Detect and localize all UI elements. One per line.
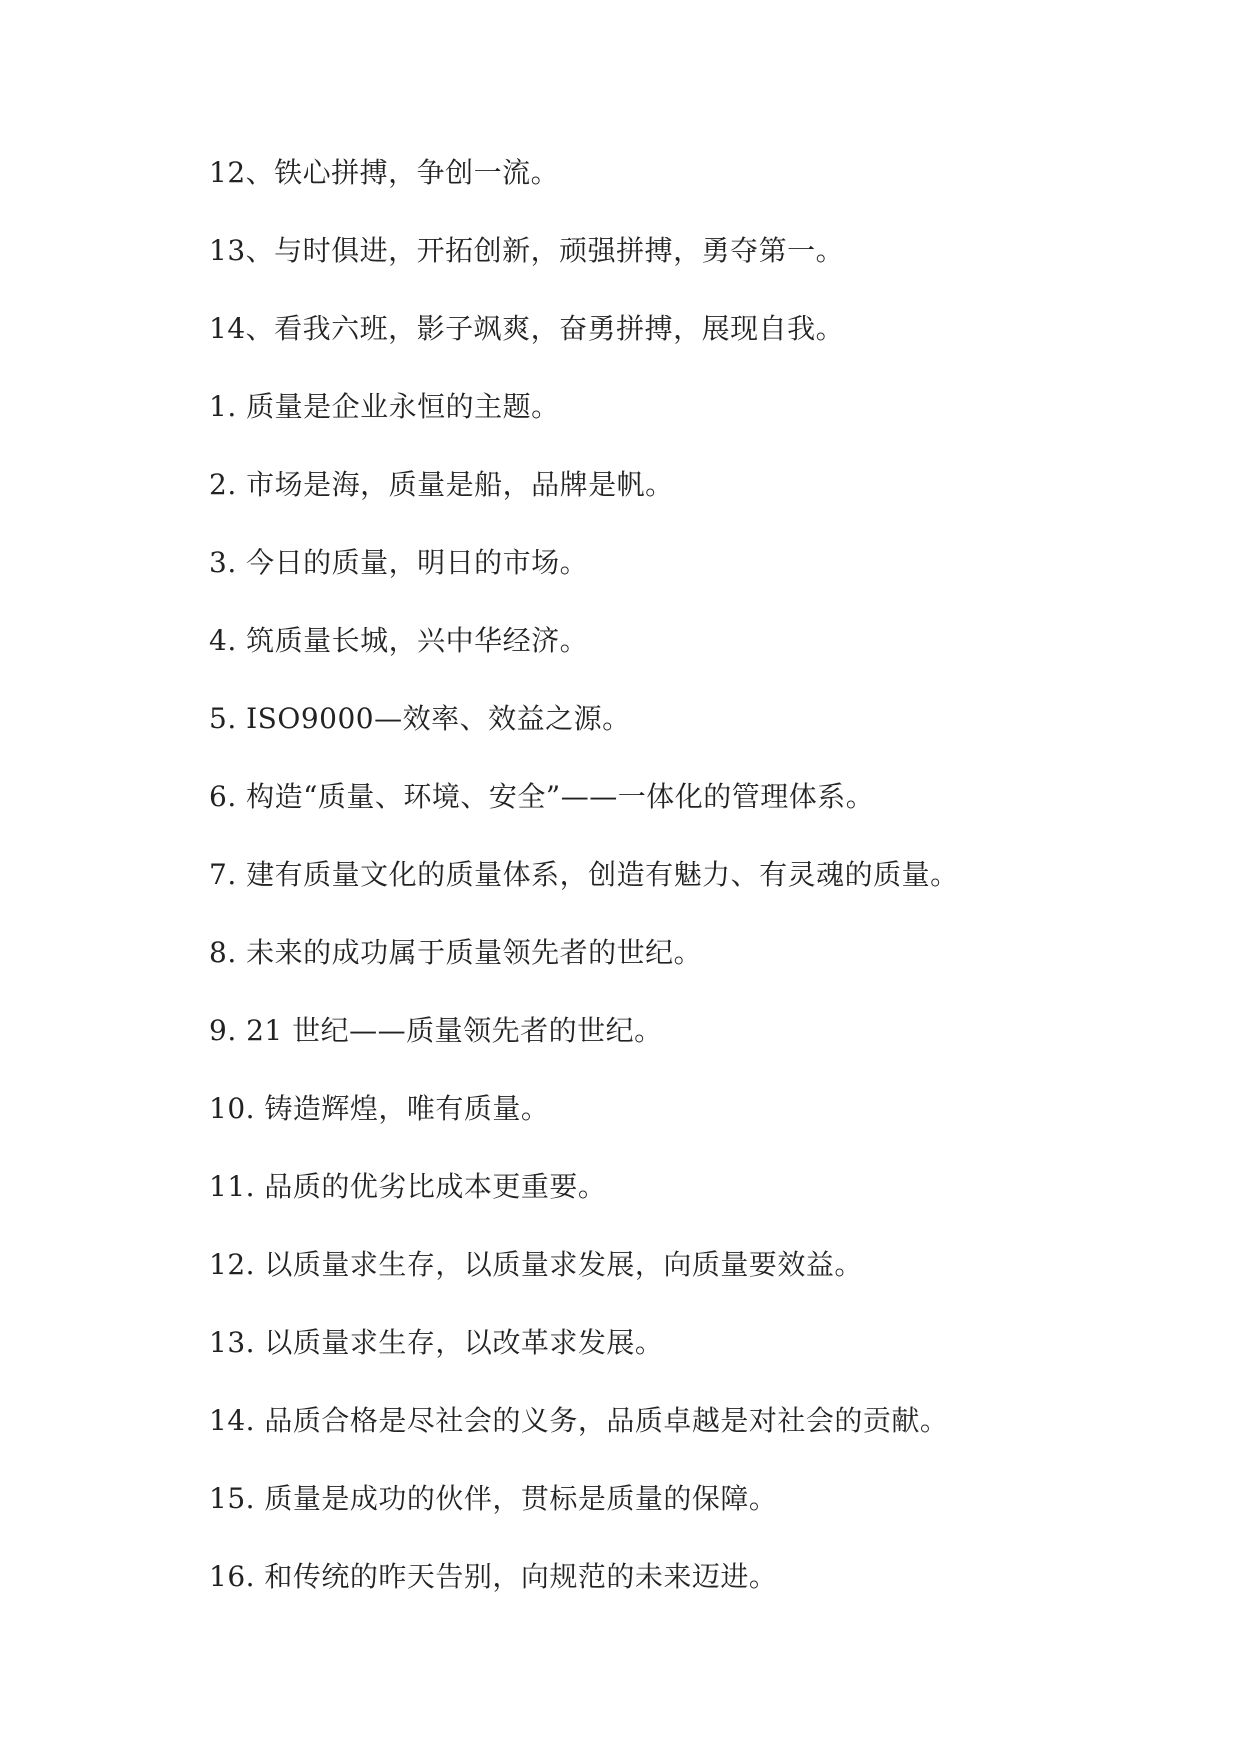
slogan-line: 7. 建有质量文化的质量体系，创造有魅力、有灵魂的质量。 [209,858,959,891]
slogan-line: 14、看我六班，影子飒爽，奋勇拼搏，展现自我。 [209,312,845,345]
slogan-line: 3. 今日的质量，明日的市场。 [209,546,589,579]
slogan-line: 8. 未来的成功属于质量领先者的世纪。 [209,936,703,969]
slogan-line: 11. 品质的优劣比成本更重要。 [209,1170,607,1203]
slogan-line: 2. 市场是海，质量是船，品牌是帆。 [209,468,674,501]
slogan-line: 9. 21 世纪——质量领先者的世纪。 [209,1014,663,1047]
slogan-line: 12. 以质量求生存，以质量求发展，向质量要效益。 [209,1248,863,1281]
slogan-line: 1. 质量是企业永恒的主题。 [209,390,560,423]
slogan-line: 10. 铸造辉煌，唯有质量。 [209,1092,550,1125]
slogan-line: 14. 品质合格是尽社会的义务，品质卓越是对社会的贡献。 [209,1404,949,1437]
slogan-line: 5. ISO9000—效率、效益之源。 [209,702,631,735]
slogan-line: 13、与时俱进，开拓创新，顽强拼搏，勇夺第一。 [209,234,845,267]
slogan-line: 13. 以质量求生存，以改革求发展。 [209,1326,664,1359]
slogan-list [209,146,959,1628]
slogan-line: 16. 和传统的昨天告别，向规范的未来迈进。 [209,1560,778,1593]
slogan-line: 6. 构造“质量、环境、安全”——一体化的管理体系。 [209,780,875,813]
slogan-line: 15. 质量是成功的伙伴，贯标是质量的保障。 [209,1482,778,1515]
slogan-line: 12、铁心拼搏，争创一流。 [209,156,560,189]
slogan-line: 4. 筑质量长城，兴中华经济。 [209,624,589,657]
